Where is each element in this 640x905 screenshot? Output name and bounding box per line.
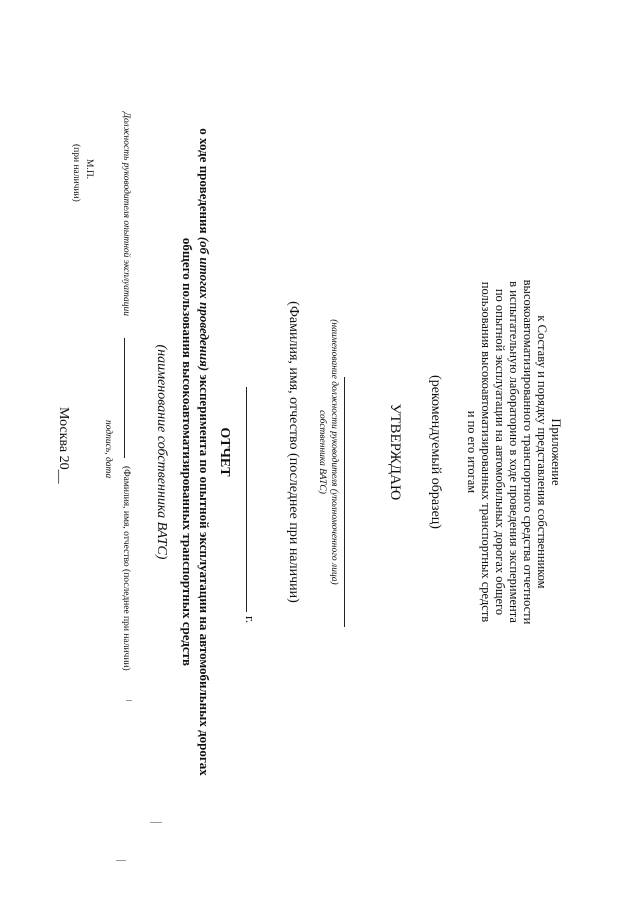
report-title-line-1 xyxy=(196,22,212,882)
city-year: Москва 20__ xyxy=(56,407,71,484)
signature-blank xyxy=(124,338,125,458)
stamp-label: М.П. xyxy=(84,159,94,180)
appendix-line: по опытной эксплуатации на автомобильных дорогах общего xyxy=(493,288,507,616)
head-name-caption: (Фамилия, имя, отчество (последнее при наличии) xyxy=(121,465,131,671)
rotated-form xyxy=(25,22,615,882)
appendix-line: и по его итогам xyxy=(465,410,479,494)
approve-heading: УТВЕРЖДАЮ xyxy=(387,403,403,501)
report-title-end: эксперимента по опытной эксплуатации на автомобильных дорогах xyxy=(197,371,212,776)
appendix-line: пользования высокоавтоматизированных транспортных средств xyxy=(479,281,493,623)
sample-note: (рекомендуемый образец) xyxy=(428,375,443,529)
position-caption: (наименование должности руководителя (уполномоченного лица) xyxy=(329,319,339,585)
signature-row xyxy=(119,112,137,671)
name-caption: (Фамилия, имя, отчество (последнее при наличии) xyxy=(286,301,301,603)
report-title-line-2: общего пользования высокоавтоматизированных транспортных средств xyxy=(180,237,195,667)
sign-date-caption: подпись, дата xyxy=(103,420,113,479)
head-position-caption: Должность руководителя опытной эксплуатации xyxy=(121,112,131,316)
report-title-italic: (об итогах проведения) xyxy=(197,236,212,372)
year-suffix: г. xyxy=(243,616,258,624)
appendix-line: в испытательную лабораторию в ходе проведения эксперимента xyxy=(507,281,521,623)
appendix-line: к Составу и порядку представления собственником xyxy=(535,315,549,589)
date-line xyxy=(241,387,259,623)
stamp-note: (при наличии) xyxy=(71,144,81,202)
report-heading: ОТЧЕТ xyxy=(217,427,232,477)
appendix-line: высокоавтоматизированного транспортного средства отчетности xyxy=(521,279,535,625)
position-caption: собственника ВАТС) xyxy=(317,410,327,494)
report-title-start: о ходе проведения xyxy=(197,128,212,237)
position-line xyxy=(344,377,345,627)
date-blank xyxy=(246,387,247,612)
owner-caption: (наименование собственника ВАТС) xyxy=(154,344,169,560)
appendix-title: Приложение xyxy=(549,418,563,486)
